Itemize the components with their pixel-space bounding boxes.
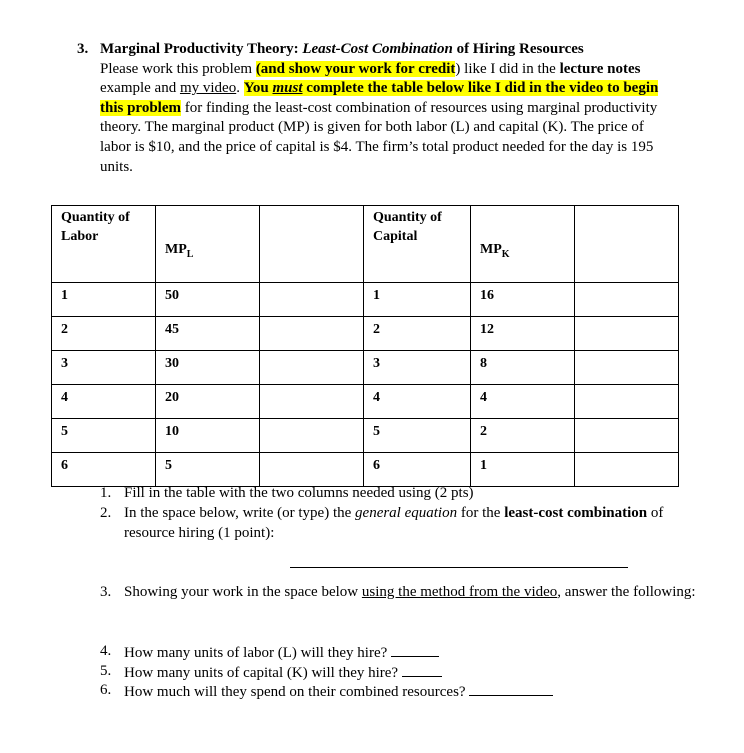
marginal-product-table [51, 205, 679, 487]
my-video-link[interactable]: my video [179, 80, 237, 97]
instruction-2-c: for the [457, 505, 505, 521]
method-from-video-text: using the method from the video [361, 584, 558, 600]
least-cost-combination-text: least-cost combination [504, 505, 648, 521]
cell-mpl: 45 [156, 317, 260, 351]
table-row [52, 453, 679, 487]
cell-empty[interactable] [575, 351, 679, 385]
highlight-must-a: You [243, 80, 273, 97]
table-header-row [52, 206, 679, 283]
highlight-must: must [272, 80, 303, 97]
table-row [52, 351, 679, 385]
cell-labor: 6 [52, 453, 156, 487]
cell-mpk: 8 [471, 351, 575, 385]
cell-mpk: 4 [471, 385, 575, 419]
cell-empty[interactable] [260, 351, 364, 385]
text-p2: ) like I did in the [455, 60, 560, 77]
problem-3 [77, 40, 677, 177]
question-5-label: How many units of capital (K) will they hire? [124, 665, 399, 681]
text-p1: Please work this problem [100, 60, 256, 77]
instruction-3-c: , answer the following: [557, 584, 696, 600]
cell-capital: 2 [364, 317, 471, 351]
instruction-2 [100, 504, 700, 543]
cell-labor: 1 [52, 283, 156, 317]
text-p4: . [236, 80, 244, 97]
table-row [52, 317, 679, 351]
problem-number: 3. [77, 41, 89, 57]
cell-capital: 1 [364, 283, 471, 317]
question-6-label: How much will they spend on their combined resources? [124, 684, 466, 700]
header-mpl [156, 206, 260, 283]
cell-labor: 4 [52, 385, 156, 419]
instruction-3-number: 3. [100, 584, 112, 600]
instruction-1 [100, 484, 700, 504]
cell-empty[interactable] [575, 283, 679, 317]
instruction-2-text [124, 504, 700, 543]
general-equation-text: general equation [355, 505, 458, 521]
instruction-2-number: 2. [100, 505, 112, 521]
cell-empty[interactable] [575, 419, 679, 453]
instruction-1-text: Fill in the table with the two columns needed using (2 pts) [124, 485, 474, 501]
spend-answer-blank[interactable] [469, 681, 553, 696]
equation-answer-line[interactable] [290, 567, 628, 568]
cell-mpl: 10 [156, 419, 260, 453]
cell-mpk: 16 [471, 283, 575, 317]
title-italic: Least-Cost Combination [302, 41, 453, 57]
instruction-2-a: In the space below, write (or type) the [124, 505, 356, 521]
header-mpl-sub: L [186, 248, 194, 260]
header-mpl-mp: MP [165, 242, 187, 258]
cell-labor: 2 [52, 317, 156, 351]
problem-body [100, 40, 677, 177]
highlight-show-work: (and show your work for credit [255, 60, 456, 77]
instruction-1-number: 1. [100, 485, 112, 501]
cell-mpl: 30 [156, 351, 260, 385]
header-mpk-mp: MP [480, 242, 502, 258]
text-p5: for finding the least-cost combination of resources using marginal productivity theory. The marginal product (MP) is given for both labor (L) and capital (K). The price of labor is $10, and the price of capital is $4. The firm’s total product needed for the day is 195 units. [100, 99, 658, 175]
header-qty-capital: Quantity of Capital [364, 206, 471, 283]
cell-capital: 4 [364, 385, 471, 419]
text-p3: example and [100, 80, 180, 97]
labor-answer-blank[interactable] [391, 642, 439, 657]
question-4-number: 4. [100, 643, 112, 659]
instruction-3-text [124, 583, 700, 603]
cell-mpl: 5 [156, 453, 260, 487]
cell-mpl: 20 [156, 385, 260, 419]
cell-empty[interactable] [575, 453, 679, 487]
question-6 [100, 681, 700, 703]
cell-mpk: 1 [471, 453, 575, 487]
cell-empty[interactable] [260, 419, 364, 453]
question-6-number: 6. [100, 682, 112, 698]
capital-answer-blank[interactable] [402, 662, 442, 677]
cell-capital: 3 [364, 351, 471, 385]
highlight-must-c: complete the table below like I did in the video to begin this problem [100, 80, 659, 116]
lecture-notes-text: lecture notes [559, 60, 641, 77]
cell-capital: 5 [364, 419, 471, 453]
header-empty-1[interactable] [260, 206, 364, 283]
cell-empty[interactable] [575, 317, 679, 351]
cell-empty[interactable] [260, 453, 364, 487]
cell-mpk: 12 [471, 317, 575, 351]
cell-capital: 6 [364, 453, 471, 487]
cell-mpl: 50 [156, 283, 260, 317]
title-bold: Marginal Productivity Theory: [100, 41, 303, 57]
header-empty-2[interactable] [575, 206, 679, 283]
table-row [52, 385, 679, 419]
table-row [52, 283, 679, 317]
question-4-text [124, 642, 700, 664]
instruction-3 [100, 583, 700, 603]
header-mpk [471, 206, 575, 283]
question-6-text [124, 681, 700, 703]
cell-mpk: 2 [471, 419, 575, 453]
header-qty-labor: Quantity of Labor [52, 206, 156, 283]
cell-empty[interactable] [260, 283, 364, 317]
question-5-number: 5. [100, 663, 112, 679]
cell-labor: 5 [52, 419, 156, 453]
instruction-3-a: Showing your work in the space below [124, 584, 362, 600]
cell-labor: 3 [52, 351, 156, 385]
cell-empty[interactable] [575, 385, 679, 419]
title-rest: of Hiring Resources [452, 41, 584, 57]
cell-empty[interactable] [260, 385, 364, 419]
table-row [52, 419, 679, 453]
header-mpk-sub: K [501, 248, 510, 260]
cell-empty[interactable] [260, 317, 364, 351]
question-4-label: How many units of labor (L) will they hire? [124, 645, 388, 661]
question-4 [100, 642, 700, 664]
instruction-2-e: of resource hiring (1 point): [124, 505, 664, 541]
